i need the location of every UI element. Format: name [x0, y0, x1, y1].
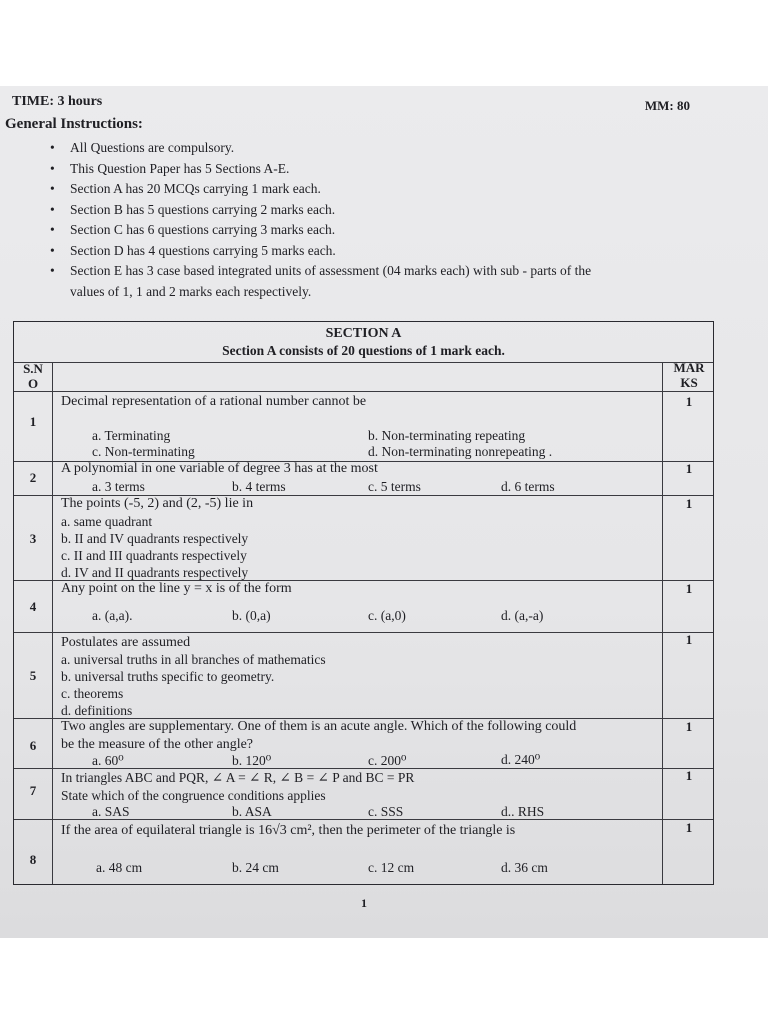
question-text-continued: be the measure of the other angle? — [61, 737, 254, 752]
instruction-item: • This Question Paper has 5 Sections A-E. — [50, 159, 710, 180]
option-b: b. 24 cm — [232, 860, 279, 875]
question-text: Decimal representation of a rational number cannot be — [61, 394, 367, 409]
option-d: d. 36 cm — [501, 860, 548, 875]
option-d: d.. RHS — [501, 804, 545, 819]
option-b: b. 4 terms — [232, 479, 286, 494]
instruction-item: • All Questions are compulsory. — [50, 138, 710, 159]
question-text: Two angles are supplementary. One of them is an acute angle. Which of the following could — [61, 719, 577, 734]
instruction-item-continued: values of 1, 1 and 2 marks each respectively. — [70, 283, 312, 299]
page-number: 1 — [361, 896, 367, 910]
bullet-icon: • — [50, 181, 55, 196]
question-number: 3 — [29, 531, 37, 546]
question-text-continued: State which of the congruence conditions applies — [61, 788, 326, 803]
bullet-icon: • — [50, 140, 55, 155]
option-d: d. (a,-a) — [501, 608, 544, 623]
question-marks: 1 — [685, 461, 693, 476]
section-title: SECTION A — [325, 326, 402, 341]
bullet-icon: • — [50, 201, 55, 217]
marks-header: MAR KS — [673, 360, 705, 390]
question-text: In triangles ABC and PQR, ∠ A = ∠ R, ∠ B = ∠ P and BC = PR — [61, 770, 415, 785]
option-a: a. 60⁰ — [92, 753, 124, 768]
question-text: The points (-5, 2) and (2, -5) lie in — [61, 496, 254, 511]
instruction-item: • Section B has 5 questions carrying 2 marks each. — [50, 200, 710, 221]
time-label: TIME: 3 hours — [12, 94, 103, 109]
question-number: 2 — [29, 470, 37, 485]
option-a: a. (a,a). — [92, 608, 133, 623]
option-d: d. 240⁰ — [501, 752, 541, 767]
question-text: A polynomial in one variable of degree 3 has at the most — [61, 461, 378, 476]
option-c: c. 200⁰ — [368, 753, 407, 768]
option-b: b. universal truths specific to geometry. — [61, 669, 275, 684]
section-a-table — [13, 321, 714, 885]
question-marks: 1 — [685, 719, 693, 734]
option-b: b. (0,a) — [232, 608, 271, 623]
option-a: a. SAS — [92, 804, 130, 819]
instructions-title: General Instructions: — [5, 116, 143, 132]
sno-header: S.N O — [23, 361, 43, 391]
option-c: c. II and III quadrants respectively — [61, 548, 247, 563]
option-c: c. 12 cm — [368, 860, 415, 875]
option-b: b. ASA — [232, 804, 272, 819]
bullet-icon: • — [50, 242, 55, 258]
option-c: c. Non-terminating — [92, 444, 195, 459]
question-marks: 1 — [685, 394, 693, 409]
question-text: Any point on the line y = x is of the form — [61, 581, 292, 596]
question-number: 5 — [29, 668, 37, 683]
question-number: 4 — [29, 599, 37, 614]
bullet-icon: • — [50, 160, 55, 176]
question-number: 7 — [29, 783, 37, 798]
option-c: c. SSS — [368, 804, 404, 819]
option-a: a. 3 terms — [92, 479, 145, 494]
instruction-item: • Section E has 3 case based integrated units of assessment (04 marks each) with sub - parts of the — [50, 261, 710, 282]
instructions-list — [50, 138, 710, 302]
option-d: d. Non-terminating nonrepeating . — [368, 444, 553, 459]
question-marks: 1 — [685, 820, 693, 835]
option-c: c. theorems — [61, 686, 124, 701]
instruction-item: • Section A has 20 MCQs carrying 1 mark each. — [50, 179, 710, 200]
option-a: a. universal truths in all branches of mathematics — [61, 652, 326, 667]
max-marks-label: MM: 80 — [644, 98, 690, 113]
question-number: 8 — [29, 852, 37, 867]
question-number: 1 — [29, 414, 37, 429]
question-marks: 1 — [685, 632, 693, 647]
option-b: b. II and IV quadrants respectively — [61, 531, 249, 546]
option-a: a. Terminating — [92, 428, 171, 443]
option-d: d. IV and II quadrants respectively — [61, 565, 249, 580]
column-divider — [662, 362, 663, 884]
column-divider — [52, 362, 53, 884]
option-a: a. 48 cm — [96, 860, 143, 875]
question-marks: 1 — [685, 581, 693, 596]
row-divider — [14, 391, 713, 392]
bullet-icon: • — [50, 222, 55, 237]
question-number: 6 — [29, 738, 37, 753]
option-b: b. 120⁰ — [232, 753, 272, 768]
question-marks: 1 — [685, 768, 693, 783]
instruction-item: • Section D has 4 questions carrying 5 marks each. — [50, 241, 710, 262]
row-divider — [14, 362, 713, 363]
section-subtitle: Section A consists of 20 questions of 1 mark each. — [222, 343, 505, 358]
option-b: b. Non-terminating repeating — [368, 428, 526, 443]
option-d: d. definitions — [61, 703, 133, 718]
row-divider — [14, 632, 713, 633]
option-c: c. 5 terms — [368, 479, 421, 494]
question-marks: 1 — [685, 496, 693, 511]
option-c: c. (a,0) — [368, 608, 406, 623]
option-d: d. 6 terms — [501, 479, 555, 494]
question-text: Postulates are assumed — [61, 635, 191, 650]
question-text: If the area of equilateral triangle is 16√3 cm², then the perimeter of the triangle is — [61, 823, 516, 838]
bullet-icon: • — [50, 263, 55, 278]
option-a: a. same quadrant — [61, 514, 153, 529]
instruction-item: • Section C has 6 questions carrying 3 marks each. — [50, 220, 710, 241]
